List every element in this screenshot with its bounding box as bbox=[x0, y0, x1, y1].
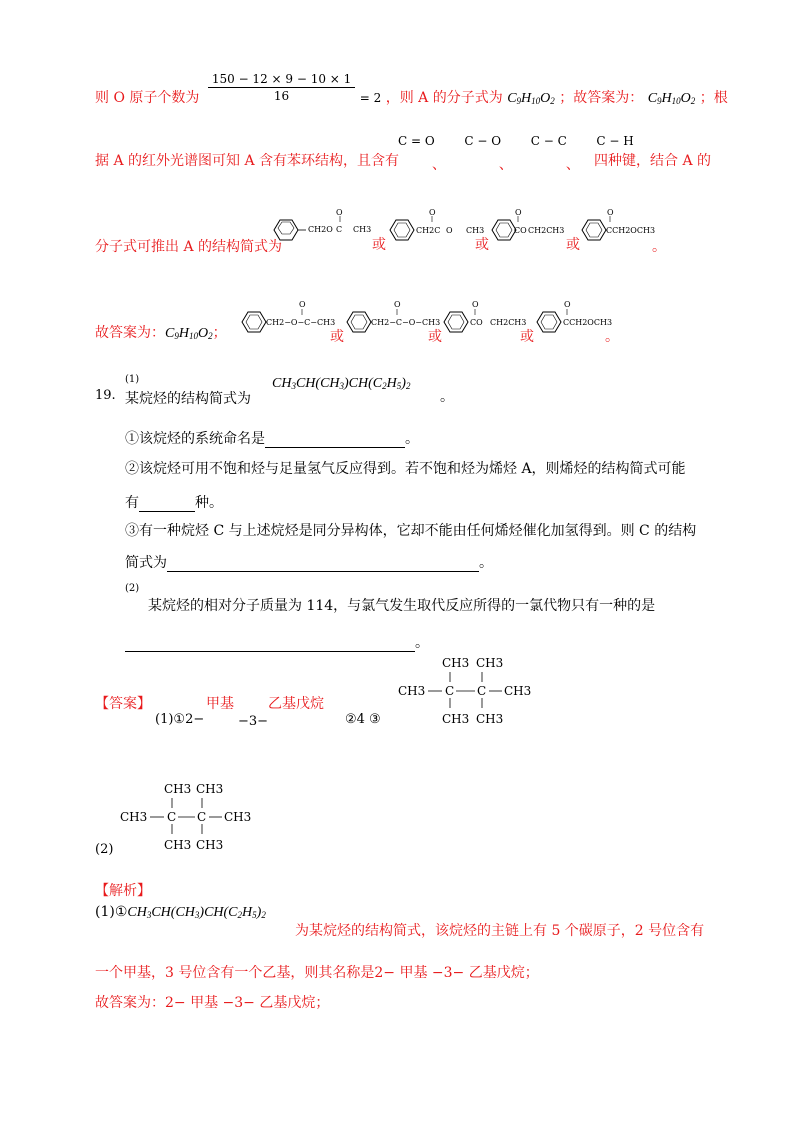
item2-post: 种。 bbox=[195, 495, 223, 511]
analysis-line3-pre: 故答案为： bbox=[95, 995, 165, 1011]
para3-prefix: 分子式可推出 A 的结构简式为 bbox=[95, 239, 283, 255]
para2-prefix: 据 A 的红外光谱图可知 A 含有苯环结构，且含有 bbox=[95, 153, 400, 169]
para1-line bbox=[95, 72, 728, 112]
s1-o-top: O bbox=[336, 208, 343, 217]
a1-bottom-ch3-right: CH3 bbox=[476, 712, 504, 726]
structure-b-1 bbox=[240, 300, 335, 340]
a1-c2: C bbox=[477, 684, 487, 698]
q19-part2-text: 某烷烃的相对分子质量为 114，与氯气发生取代反应所得的一氯代物只有一种的是 bbox=[148, 598, 656, 614]
analysis-line3-name: 2− 甲基 −3− 乙基戊烷； bbox=[165, 995, 330, 1011]
a2-left-ch3: CH3 bbox=[120, 810, 148, 824]
a2-right-ch3: CH3 bbox=[224, 810, 252, 824]
item2-pre: 有 bbox=[125, 495, 139, 511]
item1-end: 。 bbox=[405, 431, 419, 447]
separator-3: 、 bbox=[565, 157, 580, 173]
structure-a-3 bbox=[490, 208, 570, 248]
para1-answer-lead: ；故答案为： bbox=[559, 89, 644, 106]
s1-ch3: CH3 bbox=[353, 225, 372, 234]
analysis-line3 bbox=[95, 992, 329, 1012]
bond-c-c: C − C bbox=[530, 134, 567, 148]
structure-a-4 bbox=[580, 208, 655, 248]
formula-c9h10o2-answer: $C_9H_{10}O_2$ bbox=[647, 90, 696, 106]
sb2-o-top: O bbox=[394, 300, 401, 309]
fraction-equals: = 2 bbox=[359, 90, 382, 105]
answer-methyl: 甲基 bbox=[206, 696, 234, 712]
part2-end: 。 bbox=[415, 635, 429, 651]
a1-left-ch3: CH3 bbox=[398, 684, 426, 698]
a1-right-ch3: CH3 bbox=[504, 684, 532, 698]
answer-line-b: −3− bbox=[238, 714, 269, 729]
s3-o-top: O bbox=[515, 208, 522, 217]
answer-structure-1 bbox=[398, 654, 538, 734]
a1-top-ch3-right: CH3 bbox=[476, 656, 504, 670]
separator-2: 、 bbox=[498, 157, 513, 173]
a2-top-ch3-right: CH3 bbox=[196, 782, 224, 796]
answer-blank-1[interactable] bbox=[265, 433, 405, 448]
structure-a-2 bbox=[388, 208, 485, 248]
bond-separators bbox=[432, 154, 580, 174]
or-2: 或 bbox=[475, 237, 489, 253]
structure-b-3 bbox=[442, 300, 527, 340]
sb4-o-top: O bbox=[564, 300, 571, 309]
analysis-line2 bbox=[95, 962, 539, 982]
q19-formula: $CH_3CH(CH_3)CH(C_2H_5)_2$ bbox=[272, 376, 411, 391]
para4-prefix-text: 故答案为： bbox=[95, 325, 165, 341]
a1-bottom-ch3-left: CH3 bbox=[442, 712, 470, 726]
s1-ch2o: CH2O bbox=[308, 225, 333, 234]
s3-co: CO bbox=[514, 226, 527, 235]
fraction-numerator: 150 − 12 × 9 − 10 × 1 bbox=[208, 72, 355, 88]
q19-stem: 某烷烃的结构简式为 bbox=[125, 391, 251, 407]
s3-ch2ch3: CH2CH3 bbox=[528, 226, 565, 235]
a1-top-ch3-left: CH3 bbox=[442, 656, 470, 670]
a2-bottom-ch3-right: CH3 bbox=[196, 838, 224, 852]
q19-period: 。 bbox=[440, 389, 454, 405]
bond-c-h: C − H bbox=[596, 134, 634, 148]
s4-o-top: O bbox=[607, 208, 614, 217]
s2-o: O bbox=[446, 226, 453, 235]
answer-blank-3[interactable] bbox=[167, 557, 479, 572]
para1-tail: ；根 bbox=[699, 89, 728, 106]
separator-1: 、 bbox=[432, 157, 446, 173]
answer-ethylpentane: 乙基戊烷 bbox=[268, 696, 324, 712]
answer-structure-2 bbox=[120, 780, 260, 860]
para3-end: 。 bbox=[652, 239, 666, 255]
para4-prefix bbox=[95, 322, 227, 342]
bond-c-o-single: C − O bbox=[464, 134, 502, 148]
analysis-line1-pre: (1)① bbox=[95, 904, 128, 920]
a2-c1: C bbox=[167, 810, 177, 824]
analysis-formula: $CH_3CH(CH_3)CH(C_2H_5)_2$ bbox=[127, 905, 266, 920]
q19-item1 bbox=[125, 428, 419, 448]
sb3-co: CO bbox=[470, 318, 483, 327]
sb3-ch2ch3: CH2CH3 bbox=[490, 318, 527, 327]
item1-text: ①该烷烃的系统命名是 bbox=[125, 431, 265, 447]
fraction-denominator: 16 bbox=[273, 89, 290, 103]
para2-tail: 四种键，结合 A 的 bbox=[594, 153, 712, 169]
sb4-label: CCH2OCH3 bbox=[563, 318, 613, 327]
answer-part2-marker: (2) bbox=[95, 842, 114, 857]
structure-a-1 bbox=[268, 208, 373, 248]
s2-ch3: CH3 bbox=[466, 226, 485, 235]
answer-label: 【答案】 bbox=[95, 696, 151, 712]
para1-mid: ，则 A 的分子式为 bbox=[385, 89, 503, 106]
q19-number: 19. bbox=[95, 388, 116, 403]
q19-part2-blank-line bbox=[125, 632, 429, 652]
structure-b-4 bbox=[535, 300, 613, 340]
analysis-line2-text: 一个甲基，3 号位含有一个乙基，则其名称是 bbox=[95, 965, 375, 981]
item3-end: 。 bbox=[479, 555, 493, 571]
sb1-label: CH2−O−C−CH3 bbox=[266, 318, 336, 327]
q19-item3-line1: ③有一种烷烃 C 与上述烷烃是同分异构体，它却不能由任何烯烃催化加氢得到。则 C 的结构 bbox=[125, 523, 697, 539]
q19-part1-marker: (1) bbox=[125, 374, 140, 385]
or-3: 或 bbox=[566, 237, 580, 253]
or-1: 或 bbox=[372, 237, 386, 253]
bond-list bbox=[398, 134, 634, 148]
para1-prefix: 则 O 原子个数为 bbox=[95, 89, 200, 106]
structure-b-2 bbox=[345, 300, 441, 340]
analysis-label: 【解析】 bbox=[95, 883, 151, 899]
s2-ch2c: CH2C bbox=[416, 226, 441, 235]
sb3-o-top: O bbox=[472, 300, 479, 309]
q19-item3-line2 bbox=[125, 552, 493, 572]
q19-part2-marker: (2) bbox=[125, 583, 140, 594]
a1-c1: C bbox=[445, 684, 455, 698]
para4-end: 。 bbox=[605, 329, 619, 345]
analysis-line2-name: 2− 甲基 −3− 乙基戊烷； bbox=[374, 965, 539, 981]
sb1-o-top: O bbox=[299, 300, 306, 309]
bond-c-o-double: C = O bbox=[398, 134, 435, 148]
o-atom-fraction bbox=[208, 72, 355, 103]
analysis-line1-text: 为某烷烃的结构简式，该烷烃的主链上有 5 个碳原子，2 号位含有 bbox=[295, 923, 705, 939]
analysis-line1-left bbox=[95, 904, 266, 921]
s4-cch2och3: CCH2OCH3 bbox=[606, 226, 656, 235]
a2-top-ch3-left: CH3 bbox=[164, 782, 192, 796]
para4-semi: ； bbox=[212, 325, 227, 341]
a2-c2: C bbox=[197, 810, 207, 824]
formula-c9h10o2: $C_9H_{10}O_2$ bbox=[507, 90, 555, 106]
answer-blank-4[interactable] bbox=[125, 637, 415, 652]
sb2-label: CH2−C−O−CH3 bbox=[371, 318, 441, 327]
answer-blank-2[interactable] bbox=[139, 497, 195, 512]
formula-c9h10o2-para4: $C_9H_{10}O_2$ bbox=[165, 326, 213, 341]
item3-pre: 简式为 bbox=[125, 555, 167, 571]
s2-o-top: O bbox=[429, 208, 436, 217]
q19-item2-line1: ②该烷烃可用不饱和烃与足量氢气反应得到。若不饱和烃为烯烃 A，则烯烃的结构简式可能 bbox=[125, 461, 686, 477]
answer-line-a: (1)①2− bbox=[155, 712, 205, 727]
or-b1: 或 bbox=[330, 329, 344, 345]
a2-bottom-ch3-left: CH3 bbox=[164, 838, 192, 852]
s1-c: C bbox=[336, 225, 343, 234]
q19-item2-line2 bbox=[125, 492, 223, 512]
answer-line-c: ②4 ③ bbox=[345, 712, 381, 727]
or-b2: 或 bbox=[428, 329, 442, 345]
or-b3: 或 bbox=[520, 329, 534, 345]
